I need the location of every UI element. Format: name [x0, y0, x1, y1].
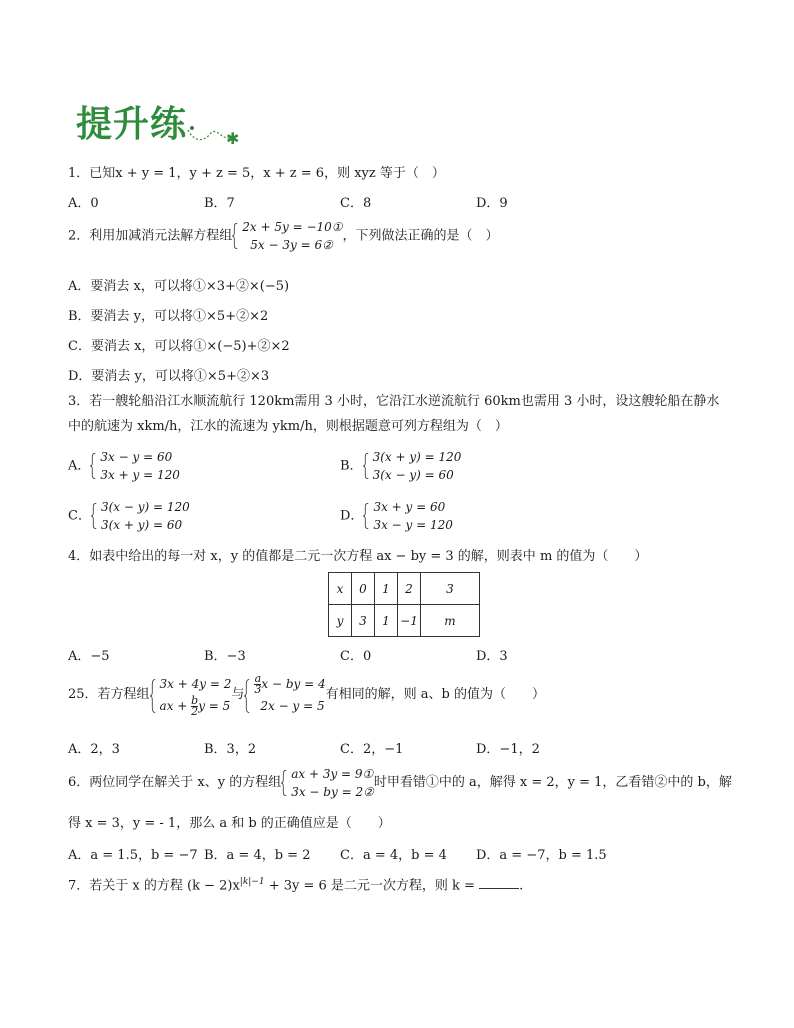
table-cell: 3	[421, 573, 480, 605]
question-6-line1	[68, 765, 732, 801]
table-cell: x	[329, 573, 352, 605]
q3-option-d[interactable]	[340, 498, 453, 534]
q3-option-c[interactable]	[68, 498, 190, 534]
question-4-stem: 4．如表中给出的每一对 x，y 的值都是二元一次方程 ax − by = 3 的解，则表中 m 的值为（ ）	[68, 549, 648, 564]
q4-option-c[interactable]: C．0	[340, 649, 372, 664]
q5-s1-eq2	[160, 695, 232, 717]
q7-exponent: |k|−1	[239, 877, 265, 887]
q6-eq1: ax + 3y = 9①	[291, 767, 374, 781]
q3-option-b-system	[363, 448, 462, 484]
fraction-denominator: 3	[254, 683, 262, 696]
q3-a-eq1: 3x − y = 60	[100, 450, 173, 464]
q5-s2-eq2: 2x − y = 5	[260, 699, 325, 713]
q5-option-b[interactable]: B．3，2	[204, 742, 257, 757]
table-cell: 2	[398, 573, 421, 605]
q2-eq2: 5x − 3y = 6②	[250, 238, 333, 252]
q7-answer-blank[interactable]	[479, 876, 519, 889]
q4-option-b[interactable]: B．−3	[204, 649, 246, 664]
q5-s1-eq1: 3x + 4y = 2	[159, 677, 232, 691]
q7-pre: 7．若关于 x 的方程 (k − 2)x	[68, 878, 240, 894]
question-7-stem	[68, 873, 523, 895]
q5-pre: 25．若方程组	[68, 687, 150, 702]
q6-option-a[interactable]: A．a = 1.5，b = −7	[68, 848, 198, 863]
question-6-line2: 得 x = 3，y = - 1，那么 a 和 b 的正确值应是（ ）	[68, 816, 391, 831]
q2-option-a[interactable]: A．要消去 x，可以将①×3+②×(−5)	[68, 279, 290, 294]
q3-option-a-system	[90, 448, 179, 484]
q7-post: .	[519, 878, 524, 894]
table-row	[329, 605, 480, 637]
q3-option-b[interactable]	[340, 448, 461, 484]
q3-a-eq2: 3x + y = 120	[100, 468, 180, 482]
q5-s2-eq1-part: x − by = 4	[261, 677, 326, 691]
q3-option-c-system	[91, 498, 190, 534]
q1-option-d[interactable]: D．9	[476, 196, 508, 211]
q5-option-a[interactable]: A．2，3	[68, 742, 120, 757]
table-cell: 1	[375, 573, 398, 605]
flourish-decoration-icon	[186, 120, 242, 150]
q3-d-eq2: 3x − y = 120	[373, 518, 453, 532]
q6-option-b[interactable]: B．a = 4，b = 2	[204, 848, 311, 863]
table-cell: m	[421, 605, 480, 637]
q6-option-d[interactable]: D．a = −7，b = 1.5	[476, 848, 607, 863]
q5-mid: 与	[231, 687, 245, 702]
question-1-stem: 1．已知x + y = 1，y + z = 5，x + z = 6，则 xyz 等于（ ）	[68, 166, 445, 181]
q6-eq2: 3x − by = 2②	[291, 785, 374, 799]
q3-d-eq1: 3x + y = 60	[373, 500, 446, 514]
q6-option-c[interactable]: C．a = 4，b = 4	[340, 848, 447, 863]
q5-option-c[interactable]: C．2，−1	[340, 742, 404, 757]
q2-eq1: 2x + 5y = −10①	[242, 220, 343, 234]
table-cell: y	[329, 605, 352, 637]
q2-option-d[interactable]: D．要消去 y，可以将①×5+②×3	[68, 369, 270, 384]
question-3-line1: 3．若一艘轮船沿江水顺流航行 120km需用 3 小时，它沿江水逆流航行 60km也需用 3 小时，设这艘轮船在静水	[68, 394, 720, 409]
q4-option-a[interactable]: A．−5	[68, 649, 110, 664]
q5-system-1	[150, 673, 232, 717]
q5-option-d[interactable]: D．−1，2	[476, 742, 540, 757]
q5-post: 有相同的解，则 a、b 的值为（ ）	[325, 687, 545, 702]
fraction-denominator: 2	[191, 705, 199, 718]
q3-option-a-label: A．	[68, 458, 91, 474]
q6-post: 时甲看错①中的 a，解得 x = 2，y = 1，乙看错②中的 b，解	[373, 775, 732, 790]
q3-option-c-label: C．	[68, 508, 91, 524]
table-row	[329, 573, 480, 605]
q2-option-b[interactable]: B．要消去 y，可以将①×5+②×2	[68, 309, 269, 324]
q2-equation-system	[232, 218, 342, 254]
q6-equation-system	[281, 765, 374, 801]
section-title: 提升练	[76, 104, 188, 145]
q6-pre: 6．两位同学在解关于 x、y 的方程组	[68, 775, 282, 790]
q1-option-c[interactable]: C．8	[340, 196, 372, 211]
table-cell: 1	[375, 605, 398, 637]
q5-system-2	[244, 673, 325, 717]
q3-b-eq1: 3(x + y) = 120	[372, 450, 462, 464]
q5-s2-eq1	[254, 673, 325, 695]
q5-s1-eq2-part: y = 5	[198, 699, 231, 713]
question-5-stem	[68, 670, 545, 720]
q3-c-eq2: 3(x + y) = 60	[100, 518, 183, 532]
q3-option-b-label: B．	[340, 458, 363, 474]
q4-value-table	[328, 572, 480, 637]
q3-option-a[interactable]	[68, 448, 180, 484]
q4-option-d[interactable]: D．3	[476, 649, 508, 664]
svg-text:✱: ✱	[226, 129, 240, 148]
table-cell: −1	[398, 605, 421, 637]
q5-s1-eq2-part: ax +	[159, 699, 192, 713]
table-cell: 0	[352, 573, 375, 605]
fraction-numerator: a	[254, 672, 262, 685]
fraction-numerator: b	[191, 694, 199, 707]
q3-option-d-label: D．	[340, 508, 364, 524]
q3-option-d-system	[363, 498, 452, 534]
q2-stem-pre: 2．利用加减消元法解方程组	[68, 228, 233, 244]
q1-option-b[interactable]: B．7	[204, 196, 235, 211]
question-3-line2: 中的航速为 xkm/h，江水的流速为 ykm/h，则根据题意可列方程组为（ ）	[68, 419, 508, 434]
q3-b-eq2: 3(x − y) = 60	[372, 468, 454, 482]
q1-option-a[interactable]: A．0	[68, 196, 99, 211]
q2-stem-post: ，下列做法正确的是（ ）	[342, 228, 499, 244]
q7-mid: + 3y = 6 是二元一次方程，则 k =	[264, 878, 480, 894]
table-cell: 3	[352, 605, 375, 637]
q2-option-c[interactable]: C．要消去 x，可以将①×(−5)+②×2	[68, 339, 290, 354]
q3-c-eq1: 3(x − y) = 120	[100, 500, 190, 514]
question-2-stem	[68, 218, 499, 254]
